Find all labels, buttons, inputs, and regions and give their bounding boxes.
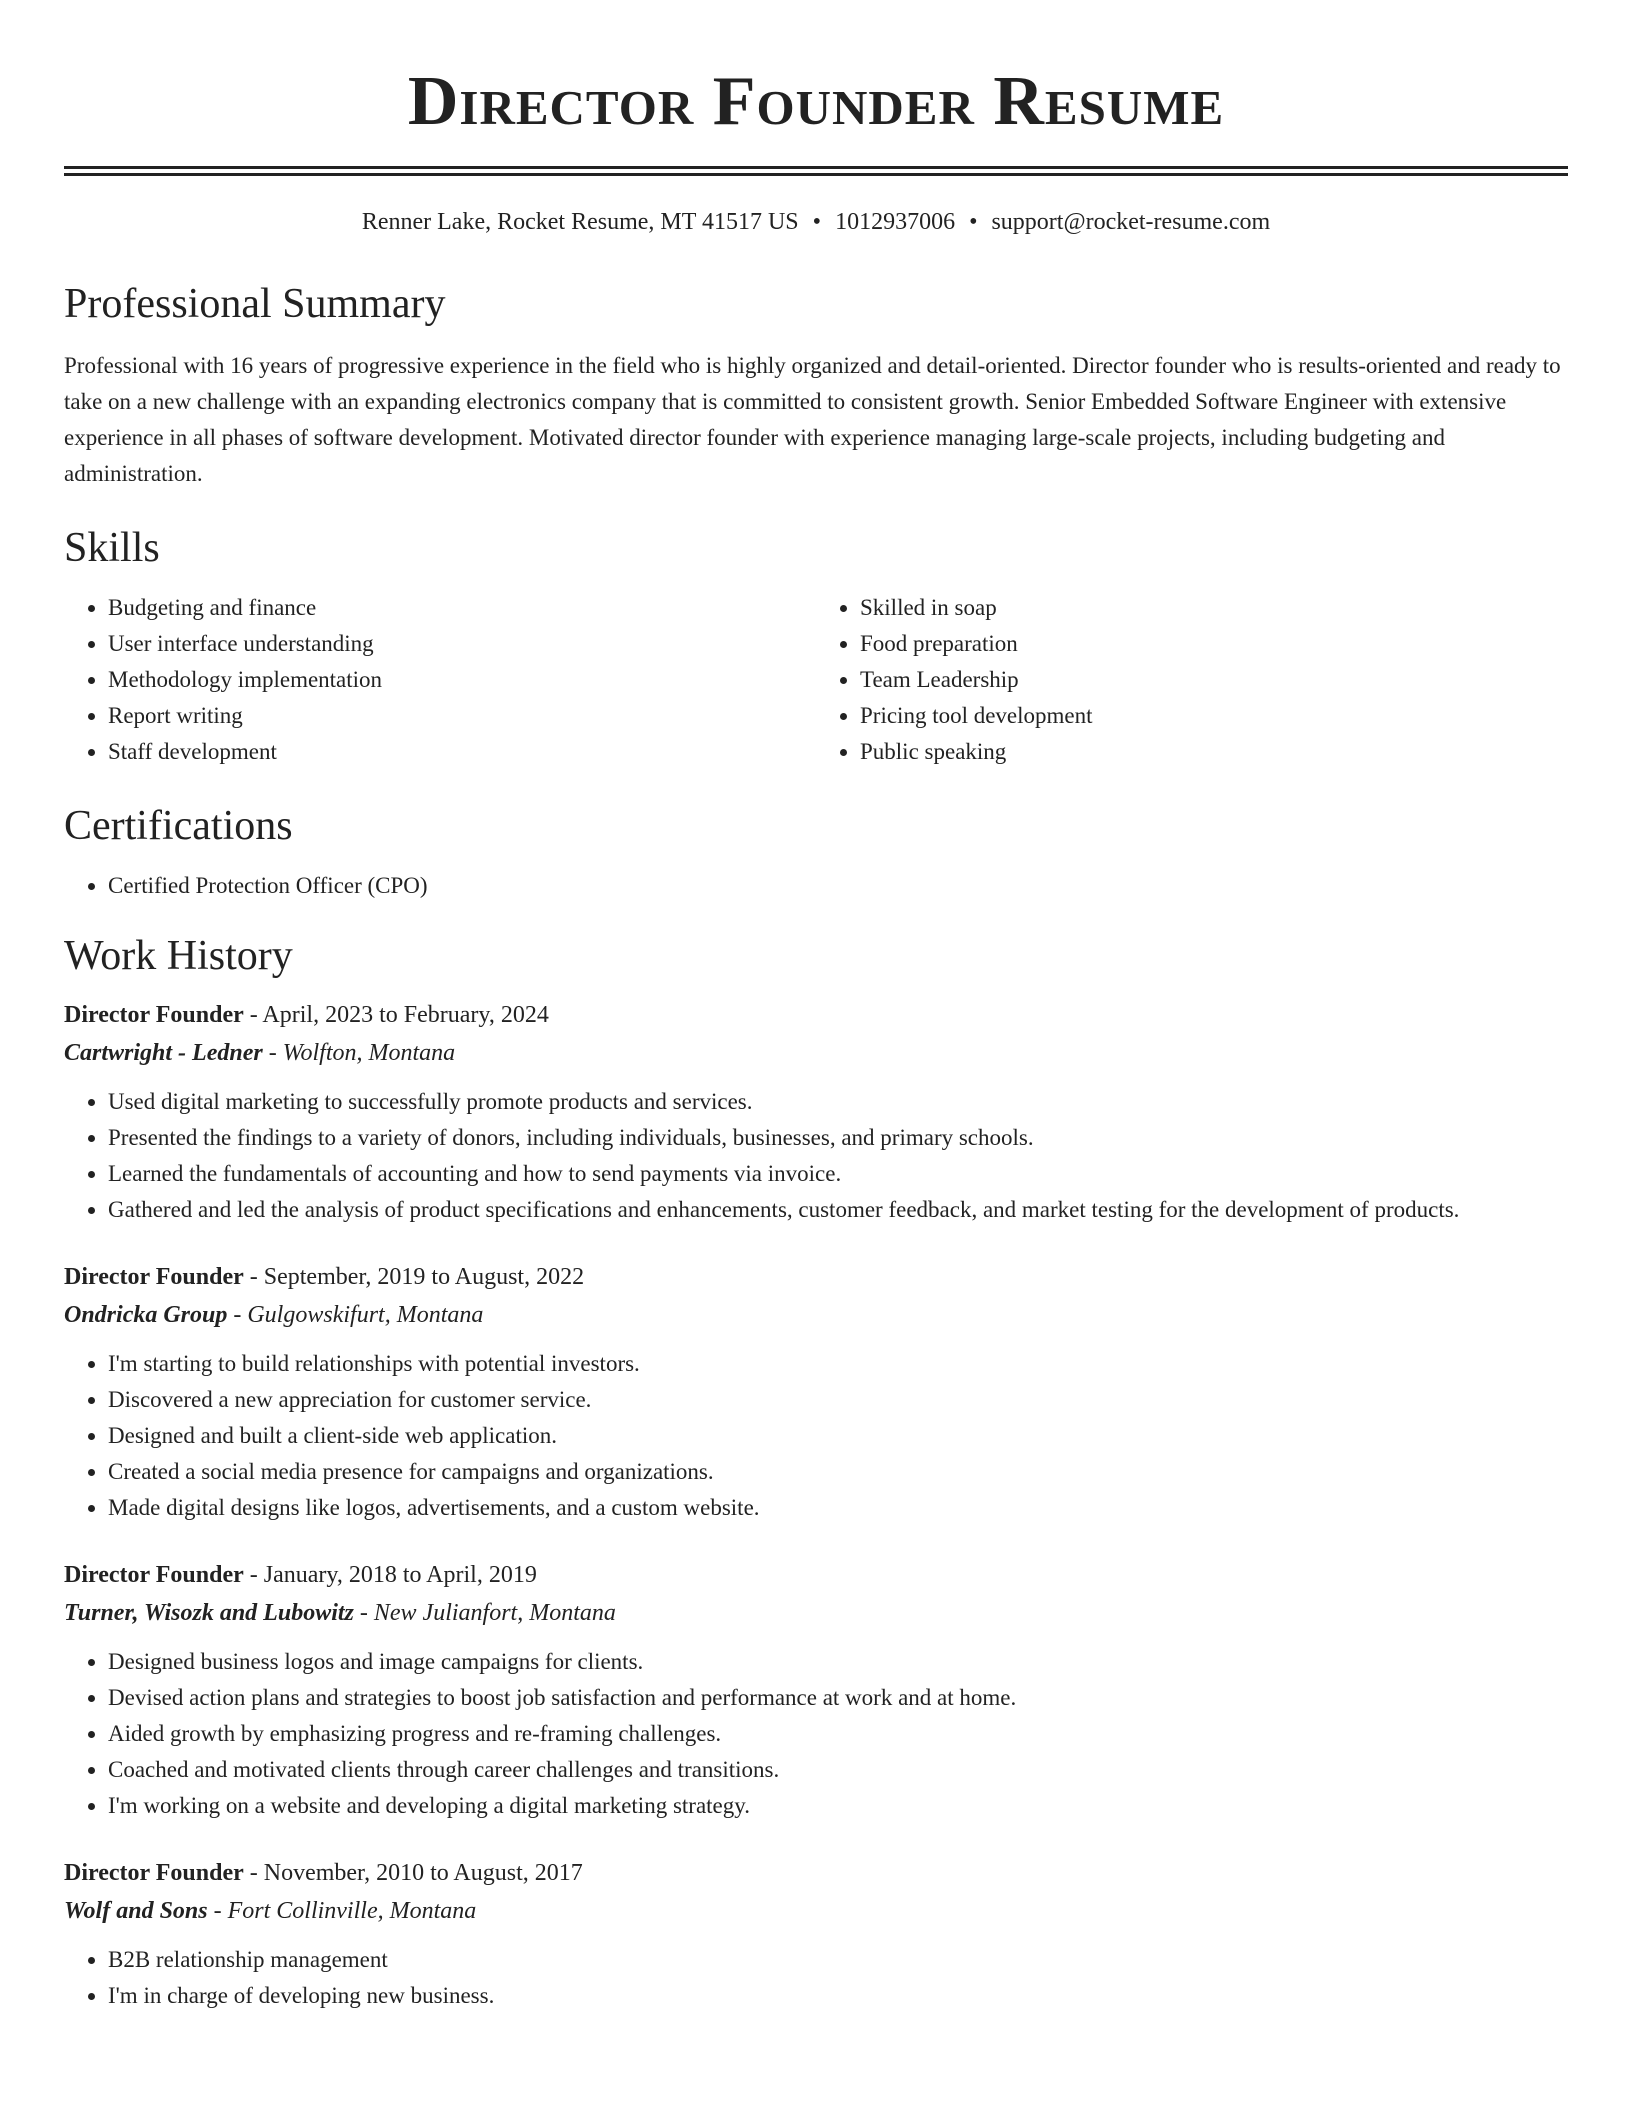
skill-item: • Skilled in soap	[860, 590, 1568, 626]
job-location: - Fort Collinville, Montana	[207, 1898, 477, 1924]
job-entry	[64, 1258, 1568, 1526]
job-entry	[64, 996, 1568, 1228]
skill-item: • Staff development	[108, 734, 816, 770]
job-company-line	[64, 1892, 1568, 1930]
skill-item: • Public speaking	[860, 734, 1568, 770]
job-bullet: • Designed business logos and image campaigns for clients.	[108, 1644, 1568, 1680]
job-bullet: • I'm working on a website and developing a digital marketing strategy.	[108, 1788, 1568, 1824]
skills-left-list	[64, 590, 816, 770]
certifications-heading: Certifications	[64, 803, 293, 849]
job-location: - Gulgowskifurt, Montana	[227, 1302, 484, 1328]
job-bullets	[64, 1084, 1568, 1228]
job-bullets	[64, 1942, 1568, 2014]
job-company: Turner, Wisozk and Lubowitz	[64, 1600, 354, 1626]
job-bullet: • Made digital designs like logos, advertisements, and a custom website.	[108, 1490, 1568, 1526]
job-bullet: • I'm in charge of developing new business.	[108, 1978, 1568, 2014]
job-location: - Wolfton, Montana	[262, 1040, 456, 1066]
contact-separator: •	[812, 209, 822, 235]
job-dates: - September, 2019 to August, 2022	[243, 1264, 585, 1290]
job-bullet: • Aided growth by emphasizing progress and re-framing challenges.	[108, 1716, 1568, 1752]
skills-heading: Skills	[64, 525, 160, 571]
job-company: Wolf and Sons	[64, 1898, 208, 1924]
summary-heading: Professional Summary	[64, 281, 446, 327]
job-bullet: • Discovered a new appreciation for customer service.	[108, 1382, 1568, 1418]
job-bullet: • Devised action plans and strategies to boost job satisfaction and performance at work and at home.	[108, 1680, 1568, 1716]
skill-item: • Budgeting and finance	[108, 590, 816, 626]
job-dates: - November, 2010 to August, 2017	[243, 1860, 583, 1886]
job-bullets	[64, 1644, 1568, 1824]
job-bullets	[64, 1346, 1568, 1526]
certification-item: • Certified Protection Officer (CPO)	[108, 868, 1568, 904]
contact-line	[64, 206, 1568, 238]
contact-phone: 1012937006	[835, 209, 956, 235]
job-entry	[64, 1854, 1568, 2014]
skill-item: • Pricing tool development	[860, 698, 1568, 734]
resume-title: Director Founder Resume	[407, 63, 1225, 140]
certifications-list	[64, 868, 1568, 904]
job-role: Director Founder	[64, 1562, 244, 1588]
job-entry	[64, 1556, 1568, 1824]
job-bullet: • Presented the findings to a variety of donors, including individuals, businesses, and primary schools.	[108, 1120, 1568, 1156]
job-header	[64, 996, 1568, 1034]
summary-text: Professional with 16 years of progressive experience in the field who is highly organized and detail-oriented. Director founder who is results-oriented and ready to take on a new challenge with an expanding electronics company that is committed to consistent growth. Senior Embedded Software Engineer with extensive experience in all phases of software development. Motivated director founder with experience managing large-scale projects, including budgeting and administration.	[64, 353, 1561, 486]
job-location: - New Julianfort, Montana	[353, 1600, 616, 1626]
job-bullet: • Created a social media presence for campaigns and organizations.	[108, 1454, 1568, 1490]
job-bullet: • Coached and motivated clients through career challenges and transitions.	[108, 1752, 1568, 1788]
title-double-rule	[64, 166, 1568, 176]
skill-item: • Food preparation	[860, 626, 1568, 662]
job-role: Director Founder	[64, 1264, 244, 1290]
job-role: Director Founder	[64, 1860, 244, 1886]
job-bullet: • Designed and built a client-side web application.	[108, 1418, 1568, 1454]
job-bullet: • Gathered and led the analysis of product specifications and enhancements, customer feedback, and market testing for the development of products.	[108, 1192, 1568, 1228]
job-company: Ondricka Group	[64, 1302, 228, 1328]
job-bullet: • I'm starting to build relationships with potential investors.	[108, 1346, 1568, 1382]
job-header	[64, 1854, 1568, 1892]
skill-item: • User interface understanding	[108, 626, 816, 662]
contact-email: support@rocket-resume.com	[991, 209, 1271, 235]
skills-right-list	[816, 590, 1568, 770]
contact-separator: •	[969, 209, 978, 235]
job-role: Director Founder	[64, 1002, 244, 1028]
job-bullet: • B2B relationship management	[108, 1942, 1568, 1978]
skill-item: • Team Leadership	[860, 662, 1568, 698]
job-bullet: • Learned the fundamentals of accounting and how to send payments via invoice.	[108, 1156, 1568, 1192]
job-header	[64, 1258, 1568, 1296]
job-company: Cartwright - Ledner	[64, 1040, 263, 1066]
skill-item: • Methodology implementation	[108, 662, 816, 698]
job-bullet: • Used digital marketing to successfully promote products and services.	[108, 1084, 1568, 1120]
work-history-heading: Work History	[64, 933, 293, 979]
job-header	[64, 1556, 1568, 1594]
job-dates: - April, 2023 to February, 2024	[243, 1002, 549, 1028]
job-company-line	[64, 1594, 1568, 1632]
contact-address: Renner Lake, Rocket Resume, MT 41517 US	[361, 209, 799, 235]
skill-item: • Report writing	[108, 698, 816, 734]
job-company-line	[64, 1034, 1568, 1072]
job-dates: - January, 2018 to April, 2019	[243, 1562, 537, 1588]
skills-columns	[64, 590, 1568, 770]
job-company-line	[64, 1296, 1568, 1334]
